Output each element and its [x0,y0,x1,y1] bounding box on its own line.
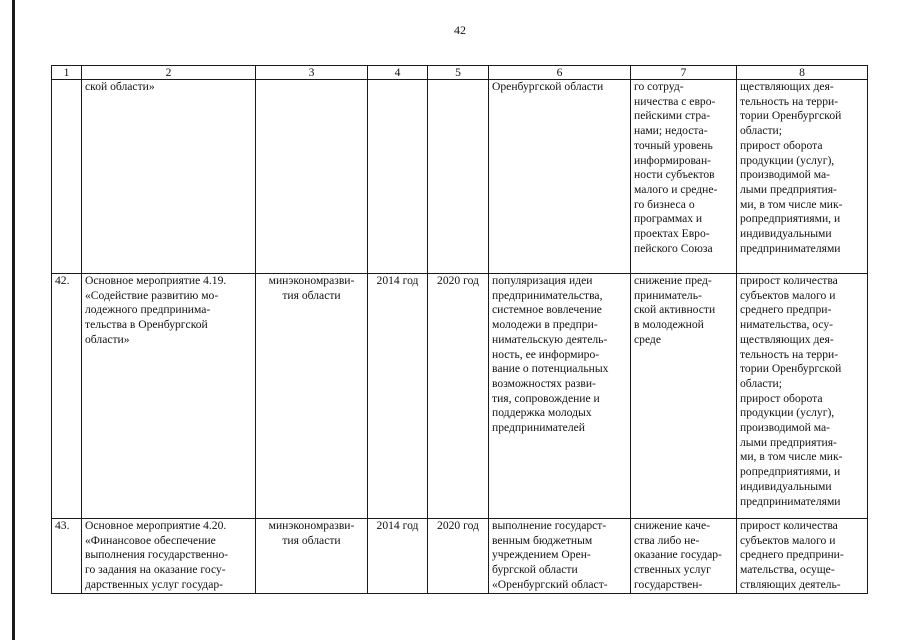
cell-text-line: Основное мероприятие 4.19. [85,274,227,287]
cell-text-line: ской области» [85,80,155,93]
cell-text-line: тия, сопровождение и [492,391,600,405]
cell-text-line: выполнения государственно- [85,548,229,562]
column-header: 8 [737,66,868,80]
cell-text-line: го сотруд- [634,80,684,93]
cell-text-line: производимой ма- [740,168,831,182]
column-header: 5 [428,66,489,80]
cell-text-line: ропредприятиями, и [740,212,841,226]
cell-text-line: ность, ее информиро- [492,347,600,361]
cell-text-line: тории Оренбургской [740,109,842,123]
table-header-row [52,66,868,80]
cell-text-line: мательства, осуще- [740,563,835,577]
cell-text-line: возможностях разви- [492,376,596,390]
cell-text-line: пейского Союза [634,241,713,255]
cell-text-line: венным бюджетным [492,533,593,547]
expected-result-cell [489,519,631,594]
cell-text-line: системное вовлечение [492,303,602,317]
page-number: 42 [454,23,466,37]
cell-text-line: снижение каче- [634,519,710,532]
cell-text-line: ропредприятиями, и [740,465,841,479]
cell-text-line: государствен- [634,577,703,591]
cell-text-line: Оренбургской области [492,80,604,93]
cell-text-line: тории Оренбургской [740,362,842,376]
program-measures-table [51,65,868,594]
cell-text-line: предпринимательства, [492,288,603,302]
cell-text-line: ственных услуг [634,563,711,577]
indicators-cell [737,519,868,594]
cell-text-line: ничества с евро- [634,94,716,108]
cell-text-line: бургской области [492,563,578,577]
cell-text-line: ми, в том числе мик- [740,450,843,464]
cell-text-line: ства либо не- [634,533,700,547]
start-year-cell: 2014 год [368,519,428,594]
cell-text-line: Основное мероприятие 4.20. [85,519,227,532]
expected-result-cell [489,274,631,519]
cell-text-line: дарственных услуг государ- [85,577,223,591]
cell-text-line: среднего предпри- [740,303,832,317]
cell-text-line: ствляющих деятель- [740,577,841,591]
table-row-continuation [52,80,868,274]
cell-text-line: снижение пред- [634,274,712,287]
cell-text-line: прирост оборота [740,138,823,152]
cell-text-line: прирост количества [740,519,838,532]
expected-result-cell [489,80,631,274]
cell-text-line: минэкономразви- [268,274,355,287]
cell-text-line: лодежного предпринима- [85,303,211,317]
cell-text-line: области; [740,124,782,138]
cell-text-line: прирост оборота [740,391,823,405]
measure-name-cell [82,80,256,274]
cell-text-line: точный уровень [634,138,713,152]
end-year-cell: 2020 год [428,519,489,594]
cell-text-line: пейскими стра- [634,109,711,123]
cell-text-line: лыми предприятия- [740,435,837,449]
cell-text-line: информирован- [634,153,712,167]
column-header: 2 [82,66,256,80]
cell-text-line: ской активности [634,303,716,317]
cell-text-line: прирост количества [740,274,838,287]
end-year-cell [428,80,489,274]
cell-text-line: тия области [282,288,341,302]
executor-cell [256,519,368,594]
table-row-43 [52,519,868,594]
cell-text-line: малого и средне- [634,182,718,196]
cell-text-line: лыми предприятия- [740,182,837,196]
cell-text-line: вание о потенциальных [492,362,609,376]
indicators-cell [737,80,868,274]
cell-text-line: ми, в том числе мик- [740,197,843,211]
cell-text-line: го задания на оказание госу- [85,563,226,577]
cell-text-line: ществляющих дея- [740,332,834,346]
cell-text-line: оказание государ- [634,548,722,562]
row-number-cell: 42. [52,274,82,519]
end-year-cell: 2020 год [428,274,489,519]
indicators-cell [737,274,868,519]
measure-name-cell [82,274,256,519]
cell-text-line: ности субъектов [634,168,715,182]
cell-text-line: го бизнеса о [634,197,695,211]
cell-text-line: «Содействие развитию мо- [85,288,219,302]
column-header: 6 [489,66,631,80]
cell-text-line: индивидуальными [740,479,832,493]
start-year-cell: 2014 год [368,274,428,519]
cell-text-line: субъектов малого и [740,533,836,547]
cell-text-line: тельность на терри- [740,347,839,361]
cell-text-line: области; [740,376,782,390]
cell-text-line: субъектов малого и [740,288,836,302]
cell-text-line: производимой ма- [740,421,831,435]
consequences-cell [631,80,737,274]
cell-text-line: тельность на терри- [740,94,839,108]
column-header: 4 [368,66,428,80]
column-header: 3 [256,66,368,80]
column-header: 1 [52,66,82,80]
scan-edge-line [12,0,15,640]
executor-cell [256,274,368,519]
cell-text-line: предпринимателей [492,421,585,435]
cell-text-line: программах и [634,212,703,226]
cell-text-line: тельства в Оренбургской [85,318,208,332]
cell-text-line: индивидуальными [740,227,832,241]
cell-text-line: нимательства, осу- [740,318,834,332]
table-row-42 [52,274,868,519]
cell-text-line: продукции (услуг), [740,406,835,420]
start-year-cell [368,80,428,274]
row-number-cell: 43. [52,519,82,594]
cell-text-line: молодежи в предпри- [492,318,598,332]
cell-text-line: учреждением Орен- [492,548,591,562]
cell-text-line: нимательскую деятель- [492,332,608,346]
cell-text-line: ществляющих дея- [740,80,834,93]
cell-text-line: тия области [282,533,341,547]
cell-text-line: среде [634,332,661,346]
cell-text-line: популяризация идеи [492,274,593,287]
consequences-cell [631,274,737,519]
cell-text-line: предпринимателями [740,494,841,508]
column-header: 7 [631,66,737,80]
cell-text-line: области» [85,332,130,346]
consequences-cell [631,519,737,594]
executor-cell [256,80,368,274]
cell-text-line: поддержка молодых [492,406,592,420]
cell-text-line: приниматель- [634,288,702,302]
cell-text-line: «Оренбургский област- [492,577,608,591]
row-number-cell [52,80,82,274]
measure-name-cell [82,519,256,594]
cell-text-line: нами; недоста- [634,124,708,138]
cell-text-line: среднего предприни- [740,548,844,562]
table-body [52,80,868,594]
cell-text-line: в молодежной [634,318,704,332]
cell-text-line: предпринимателями [740,241,841,255]
cell-text-line: продукции (услуг), [740,153,835,167]
cell-text-line: минэкономразви- [268,519,355,532]
cell-text-line: проектах Евро- [634,227,710,241]
cell-text-line: выполнение государст- [492,519,607,532]
cell-text-line: «Финансовое обеспечение [85,533,216,547]
